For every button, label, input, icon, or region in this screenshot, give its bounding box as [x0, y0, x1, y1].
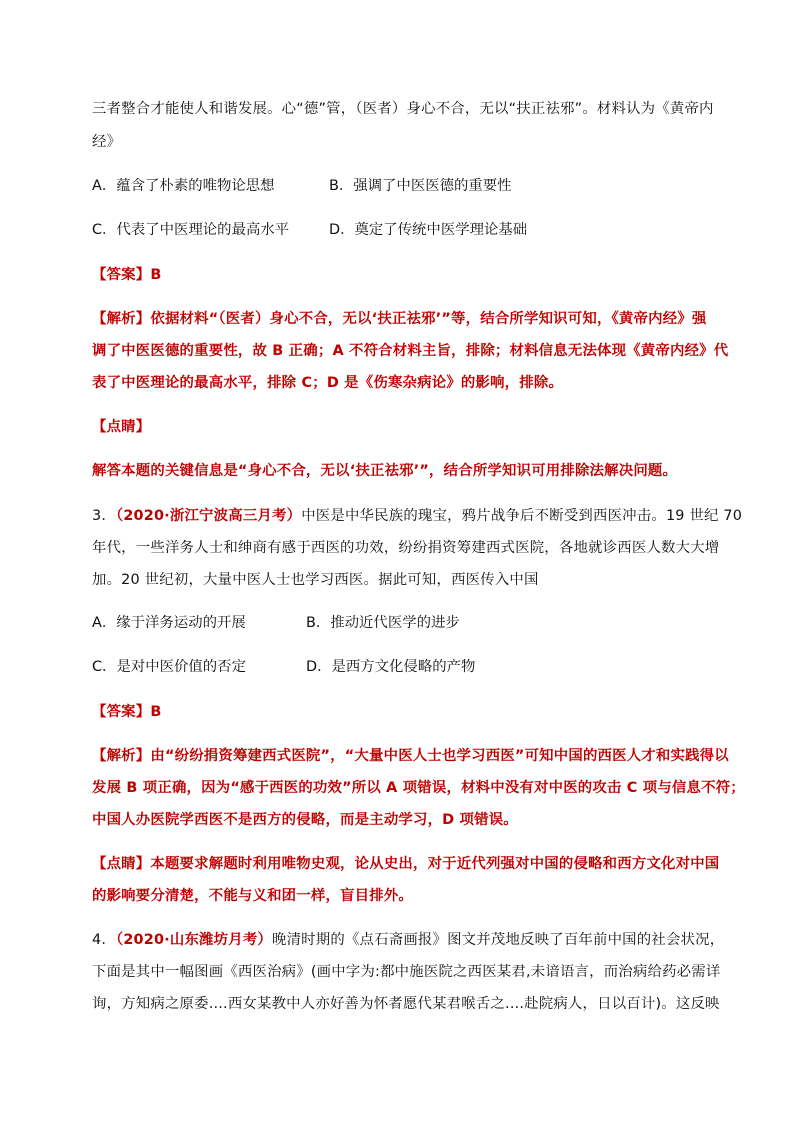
q2-analysis-line-1: 【解析】依据材料“（医者）身心不合，无以‘扶正祛邪’”等，结合所学知识可知，《黄帝内经》强 [92, 311, 707, 327]
q2-option-d[interactable]: D．奠定了传统中医学理论基础 [329, 222, 528, 238]
q4-source: （2020·山东潍坊月考） [115, 932, 272, 948]
q2-option-a[interactable]: A．蕴含了朴素的唯物论思想 [92, 178, 275, 194]
q3-point-line-1: 【点睛】本题要求解题时利用唯物史观，论从史出，对于近代列强对中国的侵略和西方文化对中国 [92, 856, 720, 872]
q2-analysis-line-3: 表了中医理论的最高水平，排除 C；D 是《伤寒杂病论》的影响，排除。 [92, 375, 564, 391]
q2-stem-line-2: 经》 [92, 134, 122, 150]
q3-option-a[interactable]: A．缘于洋务运动的开展 [92, 615, 246, 631]
q3-option-b[interactable]: B．推动近代医学的进步 [306, 615, 460, 631]
q3-analysis-line-2: 发展 B 项正确，因为“感于西医的功效”所以 A 项错误，材料中没有对中医的攻击 C 项与信息不符； [92, 780, 745, 796]
q3-stem-line-2: 年代，一些洋务人士和绅商有感于西医的功效，纷纷捐资筹建西式医院，各地就诊西医人数大大增 [92, 540, 720, 556]
q2-point-text: 解答本题的关键信息是“身心不合，无以‘扶正祛邪’”，结合所学知识可用排除法解决问题。 [92, 463, 678, 479]
q3-number: 3． [92, 508, 116, 524]
q2-option-c[interactable]: C．代表了中医理论的最高水平 [92, 222, 290, 238]
q2-stem-line-1: 三者整合才能使人和谐发展。心“德”管，（医者）身心不合，无以“扶正祛邪”。材料认为《黄帝内 [92, 101, 714, 117]
q4-number: 4． [92, 932, 116, 948]
q3-stem-line-1 [92, 506, 742, 526]
q4-stem-line-3: 询，方知病之原委....西女某教中人亦好善为怀者愿代某君喉舌之....赴院病人，日以百计)。这反映 [92, 996, 720, 1012]
q2-analysis-line-2: 调了中医医德的重要性，故 B 正确；A 不符合材料主旨，排除；材料信息无法体现《黄帝内经》代 [92, 343, 729, 359]
q4-stem-text-1: 晚清时期的《点石斋画报》图文并茂地反映了百年前中国的社会状况， [272, 932, 725, 948]
q3-answer: 【答案】B [92, 704, 162, 720]
q2-answer: 【答案】B [92, 267, 162, 283]
q3-analysis-line-3: 中国人办医院学西医不是西方的侵略，而是主动学习，D 项错误。 [92, 812, 518, 828]
q4-stem-line-1 [92, 930, 724, 950]
q3-source: （2020·浙江宁波高三月考） [115, 508, 302, 524]
q3-stem-text-1: 中医是中华民族的瑰宝，鸦片战争后不断受到西医冲击。19 世纪 70 [301, 508, 743, 524]
q3-option-c[interactable]: C．是对中医价值的否定 [92, 659, 246, 675]
q2-option-b[interactable]: B．强调了中医医德的重要性 [329, 178, 512, 194]
q3-stem-line-3: 加。20 世纪初，大量中医人士也学习西医。据此可知，西医传入中国 [92, 572, 539, 588]
q4-stem-line-2: 下面是其中一幅图画《西医治病》(画中字为:都中施医院之西医某君,未谙语言，而治病给药必需详 [92, 964, 721, 980]
q3-point-line-2: 的影响要分清楚，不能与义和团一样，盲目排外。 [92, 888, 413, 904]
q3-option-d[interactable]: D．是西方文化侵略的产物 [306, 659, 476, 675]
q2-point-label: 【点睛】 [92, 419, 151, 435]
q3-analysis-line-1: 【解析】由“纷纷捐资筹建西式医院”，“大量中医人士也学习西医”可知中国的西医人才和实践得以 [92, 748, 729, 764]
